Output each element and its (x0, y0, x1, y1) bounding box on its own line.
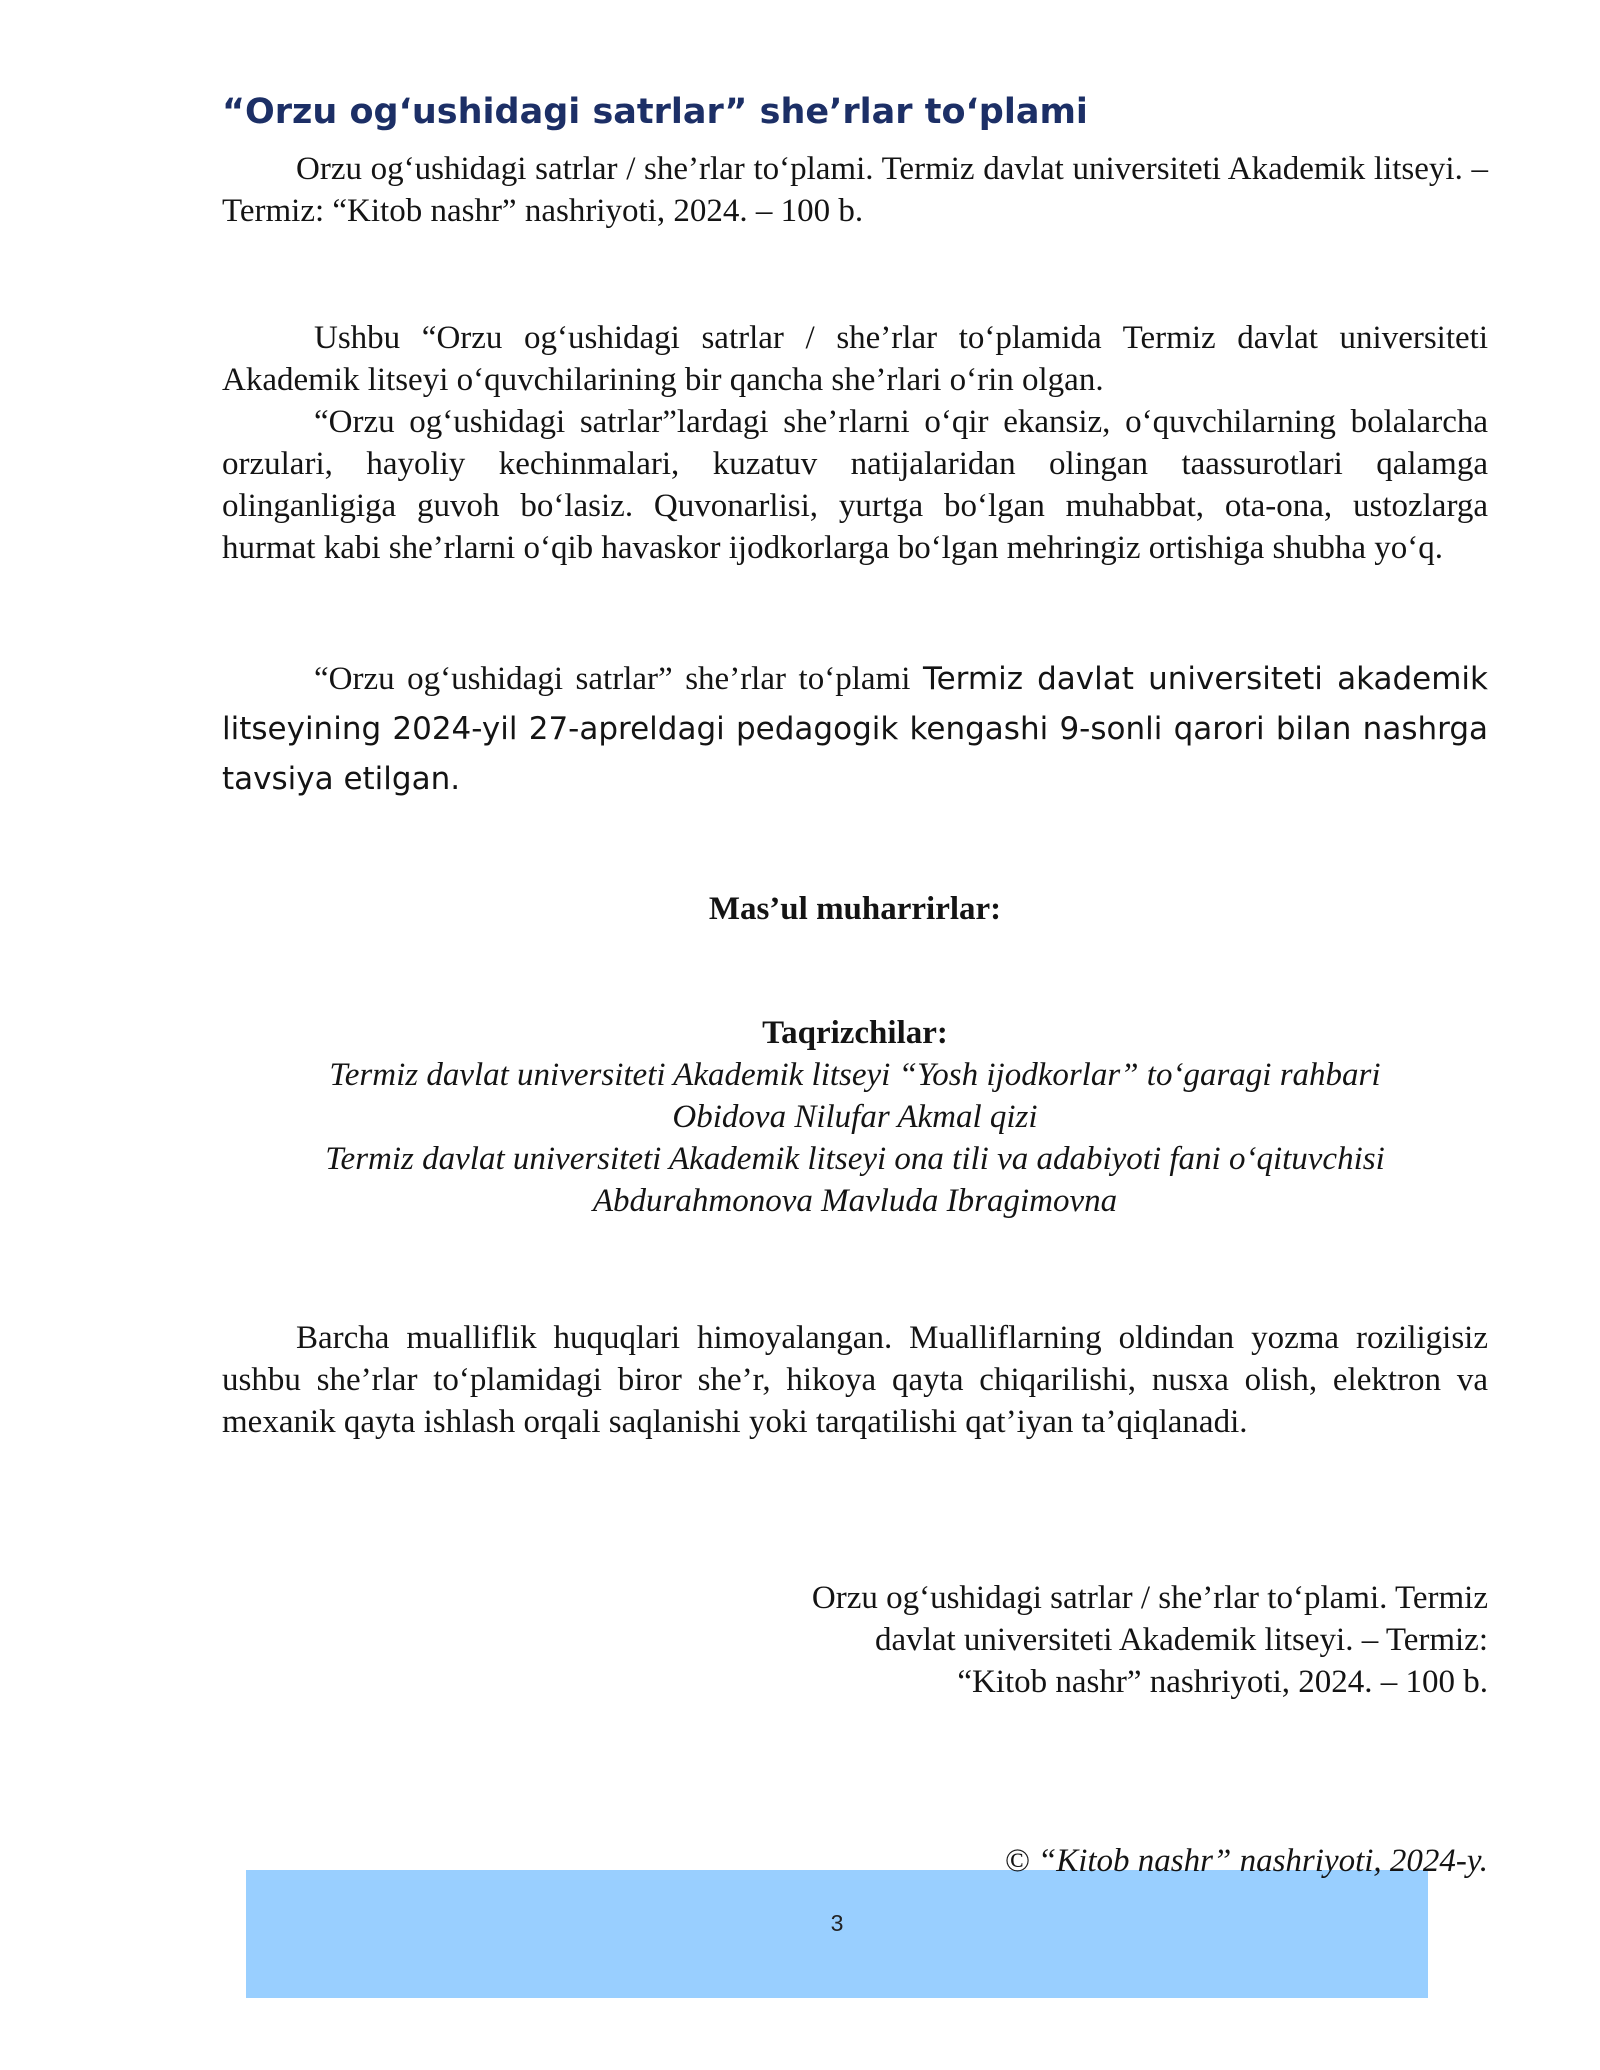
imprint-block (700, 1577, 1488, 1703)
approval-paragraph (222, 654, 1488, 804)
reviewers-title: Taqrizchilar: (762, 1015, 948, 1051)
rights-block (222, 1317, 1488, 1443)
approval-lead: “Orzu og‘ushidagi satrlar” she’rlar to‘plami (314, 661, 911, 697)
reviewer-position: Termiz davlat universiteti Akademik litseyi “Yosh ijodkorlar” to‘garagi rahbari (329, 1057, 1381, 1093)
description-block (222, 317, 1488, 569)
reviewer-position: Termiz davlat universiteti Akademik litseyi ona tili va adabiyoti fani o‘qituvchisi (325, 1141, 1385, 1177)
citation-block (222, 148, 1488, 232)
imprint-line: “Kitob nashr” nashriyoti, 2024. – 100 b. (957, 1664, 1488, 1700)
reviewer-name: Obidova Nilufar Akmal qizi (672, 1099, 1038, 1135)
rights-text: Barcha mualliflik huquqlari himoyalangan. Mualliflarning oldindan yozma roziligisiz ushbu she’rlar to‘plamidagi biror she’r, hikoya qayta chiqarilishi, nusxa olish, elektron va mexanik qayta ishlash orqali saqlanishi yoki tarqatilishi qat’iyan ta’qiqlanadi. (222, 1320, 1488, 1440)
page-title: “Orzu og‘ushidagi satrlar” she’rlar to‘plami (222, 92, 1088, 132)
editors-title: Mas’ul muharrirlar: (708, 891, 1002, 927)
imprint-line: Orzu og‘ushidagi satrlar / she’rlar to‘plami. Termiz (811, 1580, 1488, 1616)
approval-text: Termiz davlat universiteti akademik litseyining 2024-yil 27-apreldagi pedagogik kengashi 9-sonli qarori bilan nashrga tavsiya etilgan. (222, 661, 1488, 797)
copyright-notice: © “Kitob nashr” nashriyoti, 2024-y. (1004, 1843, 1488, 1879)
page-number: 3 (830, 1910, 844, 1936)
imprint-line: davlat universiteti Akademik litseyi. – Termiz: (875, 1622, 1488, 1658)
citation-text: Orzu og‘ushidagi satrlar / she’rlar to‘plami. Termiz davlat universiteti Akademik litseyi. – Termiz: “Kitob nashr” nashriyoti, 2024. – 100 b. (222, 151, 1488, 229)
footer-bar (246, 1870, 1428, 1998)
description-paragraph: Ushbu “Orzu og‘ushidagi satrlar / she’rlar to‘plamida Termiz davlat universiteti Akademik litseyi o‘quvchilarining bir qancha she’rlari o‘rin olgan. (222, 320, 1488, 398)
description-paragraph: “Orzu og‘ushidagi satrlar”lardagi she’rlarni o‘qir ekansiz, o‘quvchilarning bolalarcha orzulari, hayoliy kechinmalari, kuzatuv natijalaridan olingan taassurotlari qalamga olinganligiga guvoh bo‘lasiz. Quvonarlisi, yurtga bo‘lgan muhabbat, ota-ona, ustozlarga hurmat kabi she’rlarni o‘qib havaskor ijodkorlarga bo‘lgan mehringiz ortishiga shubha yo‘q. (222, 404, 1488, 566)
reviewers-list (222, 1054, 1488, 1222)
reviewer-name: Abdurahmonova Mavluda Ibragimovna (592, 1183, 1118, 1219)
